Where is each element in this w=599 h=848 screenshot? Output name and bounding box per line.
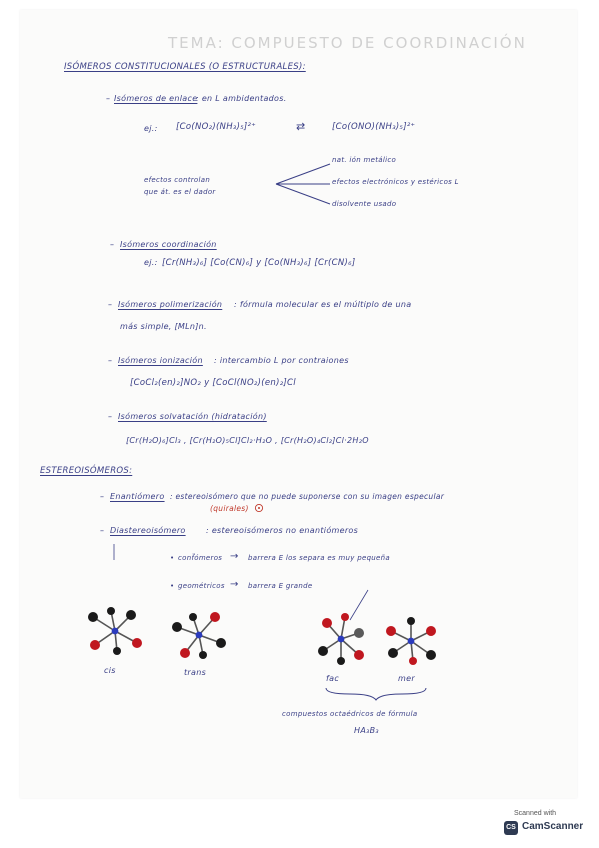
mer-label: mer [398, 674, 415, 683]
ligand-a-atom [216, 638, 226, 648]
example-label: ej.: [144, 124, 158, 133]
bullet-dot: • [170, 582, 175, 590]
diastereoisomero-title: Diastereoisómero [110, 526, 186, 535]
ligand-b-atom [354, 650, 364, 660]
camscanner-badge [498, 808, 584, 838]
ligand-b-atom [322, 618, 332, 628]
trans-isomer-molecule [166, 610, 232, 660]
metal-center-atom [408, 638, 415, 645]
isomeros-solvatacion-example: [Cr(H₂O)₆]Cl₃ , [Cr(H₂O)₅Cl]Cl₂·H₂O , [Cr(H₂O)₄Cl₂]Cl·2H₂O [126, 436, 369, 445]
ligand-a-atom [107, 607, 115, 615]
grouping-brace [324, 686, 428, 702]
isomeros-polimerizacion-desc-2: más simple, [MLn]n. [120, 322, 207, 331]
ligand-a-atom [199, 651, 207, 659]
isomeros-solvatacion-title: Isómeros solvatación (hidratación) [118, 412, 267, 421]
ligand-a-atom [407, 617, 415, 625]
arrow: → [230, 579, 239, 590]
ligand-b-atom [90, 640, 100, 650]
bullet-dash: – [100, 492, 105, 501]
fac-label: fac [326, 674, 340, 683]
cis-label: cis [104, 666, 116, 675]
bullet-dash: – [100, 526, 105, 535]
trans-label: trans [184, 668, 207, 677]
bullet-dash: – [110, 240, 115, 249]
enantiomero-desc: : estereoisómero que no puede suponerse con su imagen especular [170, 492, 445, 501]
cis-isomer-molecule [82, 606, 148, 656]
diastereoisomero-desc: : estereoisómeros no enantiómeros [206, 526, 359, 535]
metal-center-atom [338, 636, 345, 643]
metal-center-atom [112, 628, 119, 635]
isomeros-polimerizacion-title: Isómeros polimerización [118, 300, 223, 309]
ligand-a-atom [318, 646, 328, 656]
mer-isomer-molecule [378, 616, 444, 666]
camscanner-logo-icon: CS [504, 821, 518, 835]
ligand-a-atom [354, 628, 364, 638]
ligand-b-atom [132, 638, 142, 648]
ligand-a-atom [88, 612, 98, 622]
bullet-dash: – [108, 356, 113, 365]
circled-dot-icon [254, 503, 264, 513]
ligand-b-atom [409, 657, 417, 665]
bullet-dash: – [108, 412, 113, 421]
ligand-b-atom [341, 613, 349, 621]
arrow: → [230, 551, 239, 562]
ligand-a-atom [337, 657, 345, 665]
effects-label-1: efectos controlan [144, 176, 211, 184]
ligand-b-atom [426, 626, 436, 636]
geometricos-label: geométricos [178, 582, 225, 590]
isomeros-ionizacion-example: [CoCl₂(en)₂]NO₂ y [CoCl(NO₂)(en)₂]Cl [130, 378, 296, 388]
quirales-note: (quirales) [210, 504, 249, 513]
isomeros-coordinacion-example: [Cr(NH₃)₆] [Co(CN)₆] y [Co(NH₃)₆] [Cr(CN)₆] [162, 258, 356, 268]
effects-brace-lines [274, 160, 334, 210]
ligand-a-atom [113, 647, 121, 655]
enantiomero-title: Enantiómero [110, 492, 165, 501]
ligand-a-atom [126, 610, 136, 620]
effect-metal-ion: nat. ión metálico [332, 156, 397, 164]
effect-solvent: disolvente usado [332, 200, 397, 208]
metal-center-atom [196, 632, 203, 639]
bullet-dash: – [108, 300, 113, 309]
ligand-a-atom [172, 622, 182, 632]
ligand-b-atom [386, 626, 396, 636]
isomeros-ionizacion-title: Isómeros ionización [118, 356, 203, 365]
effects-label-2: que át. es el dador [144, 188, 216, 196]
isomeros-enlace-title: Isómeros de enlace [114, 94, 198, 103]
scanned-with-text: Scanned with [514, 810, 557, 817]
scanned-page [20, 10, 577, 798]
example-nitrito: [Co(ONO)(NH₃)₅]²⁺ [332, 122, 416, 132]
ligand-a-atom [189, 613, 197, 621]
ligand-b-atom [180, 648, 190, 658]
bullet-dot: • [170, 554, 175, 562]
effect-electronic-steric: efectos electrónicos y estéricos L [332, 178, 459, 186]
ligand-b-atom [210, 612, 220, 622]
isomeros-enlace-desc: : en L ambidentados. [196, 94, 287, 103]
ligand-a-atom [426, 650, 436, 660]
caption-formula: HA₃B₃ [354, 726, 379, 735]
bullet-dash: – [106, 94, 111, 103]
isomeros-ionizacion-desc: : intercambio L por contraiones [214, 356, 349, 365]
conformeros-label: conf̈ómeros [178, 554, 223, 562]
geometricos-desc: barrera E grande [248, 582, 313, 590]
example-label: ej.: [144, 258, 158, 267]
isomeros-coordinacion-title: Isómeros coordinación [120, 240, 217, 249]
ligand-a-atom [388, 648, 398, 658]
caption-octahedral: compuestos octaédricos de fórmula [282, 710, 418, 718]
fac-isomer-molecule [308, 614, 374, 668]
bleed-through-title: TEMA: COMPUESTO DE COORDINACIÓN [168, 34, 527, 52]
heading-isomeros-constitucionales: ISÓMEROS CONSTITUCIONALES (O ESTRUCTURALES): [64, 62, 306, 72]
equilibrium-arrow: ⇄ [296, 120, 306, 133]
conformeros-desc: barrera E los separa es muy pequeña [248, 554, 390, 562]
heading-estereoisomeros: ESTEREOISÓMEROS: [40, 466, 133, 476]
example-nitro: [Co(NO₂)(NH₃)₅]²⁺ [176, 122, 257, 132]
isomeros-polimerizacion-desc-1: : fórmula molecular es el múltiplo de una [234, 300, 412, 309]
camscanner-brand: CamScanner [522, 821, 584, 832]
